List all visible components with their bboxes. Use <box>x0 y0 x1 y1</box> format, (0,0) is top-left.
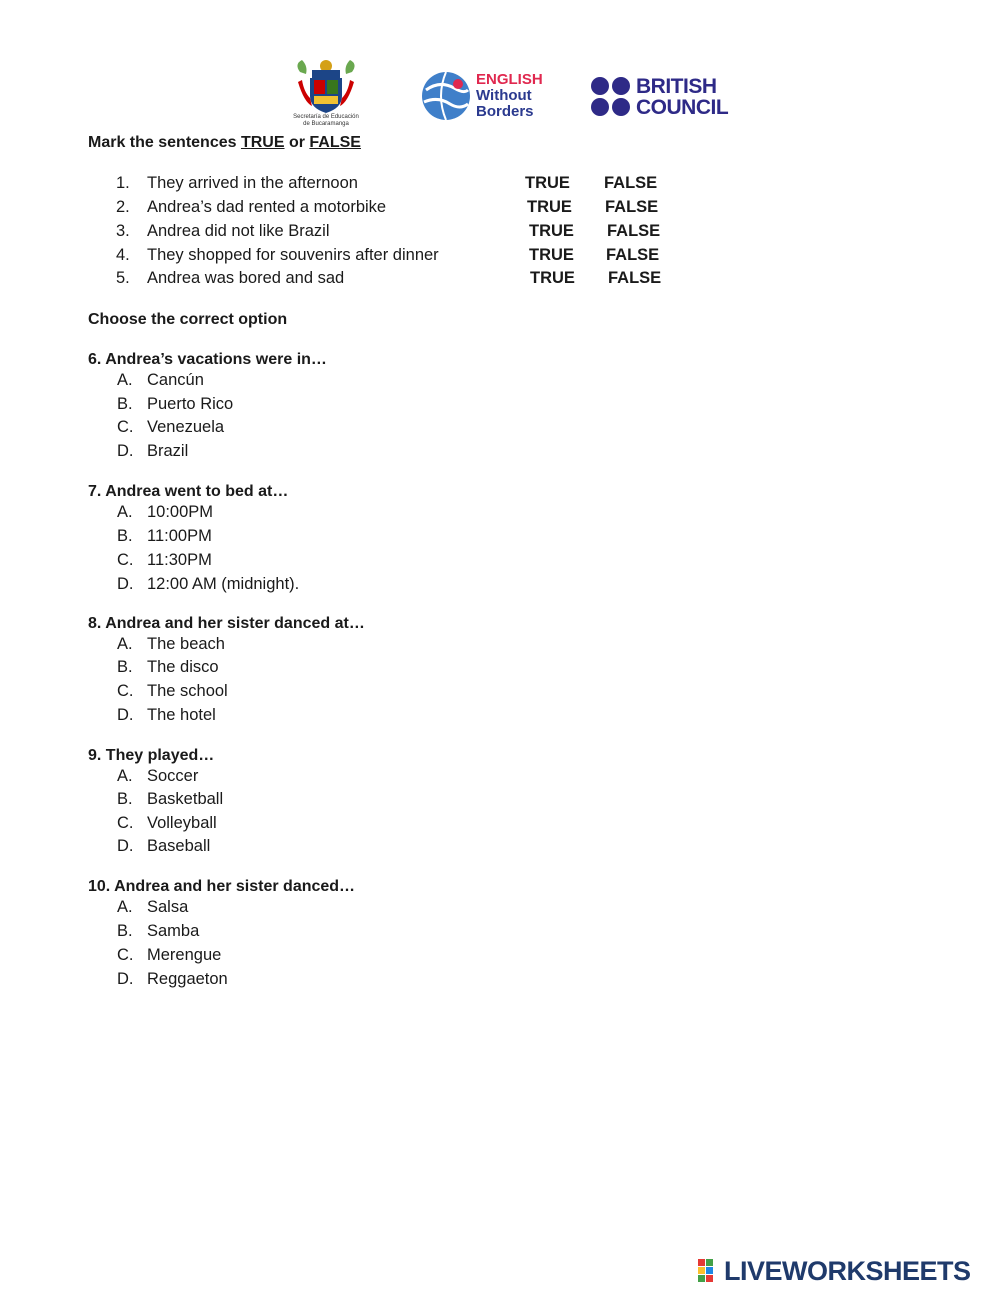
heading-middle: or <box>284 134 310 151</box>
question-9: 9. They played… <box>88 747 215 764</box>
question-6: 6. Andrea’s vacations were in… <box>88 351 327 368</box>
question-10: 10. Andrea and her sister danced… <box>88 878 356 895</box>
option-text: The disco <box>147 658 219 676</box>
liveworksheets-blocks-icon <box>698 1259 722 1283</box>
option-letter: C. <box>117 814 134 832</box>
section1-heading <box>88 134 361 152</box>
option-letter: B. <box>117 395 133 413</box>
tf-true-option[interactable]: TRUE <box>525 174 570 192</box>
tf-false-option[interactable]: FALSE <box>607 222 661 240</box>
option-letter: D. <box>117 970 134 988</box>
option-letter: D. <box>117 442 134 460</box>
option-letter: A. <box>117 503 133 521</box>
tf-false-option[interactable]: FALSE <box>605 198 659 216</box>
option-letter: B. <box>117 658 133 676</box>
tf-number: 5. <box>116 269 130 287</box>
four-dots-icon <box>590 76 632 118</box>
tf-number: 3. <box>116 222 130 240</box>
option-text: The beach <box>147 635 225 653</box>
option-letter: A. <box>117 635 133 653</box>
tf-statement: Andrea was bored and sad <box>147 269 345 287</box>
tf-number: 1. <box>116 174 130 192</box>
option-text: 12:00 AM (midnight). <box>147 575 300 593</box>
option-text: Brazil <box>147 442 189 460</box>
option-text: Merengue <box>147 946 222 964</box>
heading-false-word: FALSE <box>309 134 361 151</box>
option-letter: C. <box>117 551 134 569</box>
secretaria-seal-logo <box>290 58 362 136</box>
ewb-line1: ENGLISH <box>476 71 543 88</box>
option-text: The school <box>147 682 228 700</box>
option-text: Salsa <box>147 898 189 916</box>
globe-icon <box>420 70 472 122</box>
british-council-logo <box>590 76 735 120</box>
option-text: Volleyball <box>147 814 217 832</box>
tf-number: 2. <box>116 198 130 216</box>
question-8: 8. Andrea and her sister danced at… <box>88 615 365 632</box>
option-text: 11:00PM <box>147 527 212 545</box>
tf-true-option[interactable]: TRUE <box>529 246 574 264</box>
crest-icon <box>290 58 362 114</box>
option-letter: C. <box>117 946 134 964</box>
option-letter: C. <box>117 418 134 436</box>
bc-line2: COUNCIL <box>636 96 729 119</box>
option-text: The hotel <box>147 706 216 724</box>
option-text: 10:00PM <box>147 503 214 521</box>
option-letter: D. <box>117 837 134 855</box>
option-letter: A. <box>117 767 133 785</box>
tf-false-option[interactable]: FALSE <box>604 174 658 192</box>
ewb-wordmark <box>476 72 543 120</box>
question-7: 7. Andrea went to bed at… <box>88 483 289 500</box>
ewb-line3: Borders <box>476 103 534 120</box>
option-letter: A. <box>117 371 133 389</box>
tf-true-option[interactable]: TRUE <box>527 198 572 216</box>
heading-prefix: Mark the sentences <box>88 134 241 151</box>
english-without-borders-logo <box>420 70 545 126</box>
option-text: Baseball <box>147 837 211 855</box>
option-letter: B. <box>117 790 133 808</box>
option-text: Puerto Rico <box>147 395 234 413</box>
bc-line1: BRITISH <box>636 75 717 98</box>
tf-true-option[interactable]: TRUE <box>529 222 574 240</box>
heading-true-word: TRUE <box>240 134 285 151</box>
tf-statement: Andrea’s dad rented a motorbike <box>147 198 387 216</box>
tf-statement: They shopped for souvenirs after dinner <box>147 246 439 264</box>
tf-false-option[interactable]: FALSE <box>608 269 662 287</box>
option-text: Basketball <box>147 790 224 808</box>
option-text: 11:30PM <box>147 551 212 569</box>
option-text: Soccer <box>147 767 199 785</box>
option-text: Cancún <box>147 371 204 389</box>
ewb-line2: Without <box>476 87 532 104</box>
option-letter: D. <box>117 575 134 593</box>
tf-false-option[interactable]: FALSE <box>606 246 660 264</box>
liveworksheets-footer <box>698 1256 998 1286</box>
tf-true-option[interactable]: TRUE <box>530 269 575 287</box>
tf-statement: They arrived in the afternoon <box>147 174 358 192</box>
option-letter: B. <box>117 527 133 545</box>
logo-bar <box>0 58 1000 138</box>
tf-number: 4. <box>116 246 130 264</box>
seal-caption: Secretaría de Educación de Bucaramanga <box>293 114 359 127</box>
option-text: Venezuela <box>147 418 225 436</box>
liveworksheets-wordmark: LIVEWORKSHEETS <box>724 1256 971 1286</box>
tf-statement: Andrea did not like Brazil <box>147 222 330 240</box>
option-letter: C. <box>117 682 134 700</box>
option-text: Reggaeton <box>147 970 228 988</box>
bc-wordmark <box>636 76 728 118</box>
option-letter: A. <box>117 898 133 916</box>
section2-heading: Choose the correct option <box>88 311 288 328</box>
option-letter: B. <box>117 922 133 940</box>
option-text: Samba <box>147 922 200 940</box>
option-letter: D. <box>117 706 134 724</box>
